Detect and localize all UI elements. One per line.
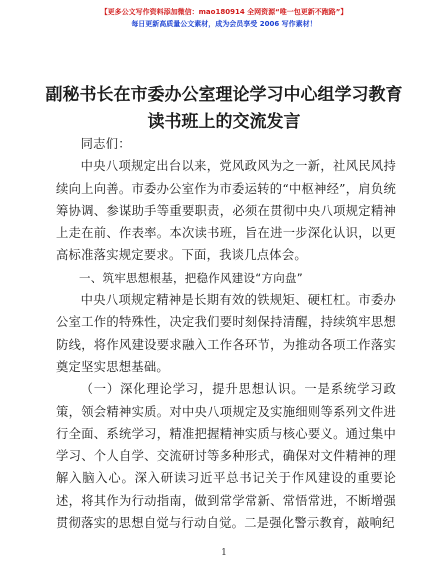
paragraph-section-1: 中央八项规定精神是长期有效的铁规矩、硬杠杠。市委办公室工作的特殊性，决定我们要时刻保持清醒，持续筑牢思想防线，将作风建设要求融入工作各环节，为推动各项工作落实奠定坚实思想基础。 [56,293,396,374]
paragraph-intro: 中央八项规定出台以来，党风政风为之一新，社风民风持续向上向善。市委办公室作为市委运转的“中枢神经”，肩负统筹协调、参谋助手等重要职责，必须在贯彻中央八项规定精神上走在前、作表率。本次读书班，旨在进一步深化认识，以更高标准落实规定要求。下面，我谈几点体会。 [56,159,396,263]
page-number: 1 [221,548,227,558]
paragraph-subsection-1: （一）深化理论学习，提升思想认识。一是系统学习政策，领会精神实质。对中央八项规定及实施细则等系列文件进行全面、系统学习，精准把握精神实质与核心要义。通过集中学习、个人自学、交流研讨等多种形式，确保对文件精神的理解入脑入心。深入研读习近平总书记关于作风建设的重要论述，将其作为行动指南，做到常学常新、常悟常进，不断增强贯彻落实的思想自觉与行动自觉。二是强化警示教育，敲响纪 [56,382,396,531]
section-heading-1: 一、筑牢思想根基，把稳作风建设“方向盘” [79,270,303,285]
promo-banner-line-2: 每日更新高质量公文素材，成为会员享受 2006 写作素材！ [131,20,317,28]
greeting: 同志们： [80,137,131,151]
promo-banner-line-1: 【更多公文写作资料添加微信：mao180914 全网资源“唯一包更新不跑路”】 [100,8,348,16]
document-title: 副秘书长在市委办公室理论学习中心组学习教育读书班上的交流发言 [45,85,403,132]
promo-banner [0,6,448,30]
document-body [56,133,396,534]
